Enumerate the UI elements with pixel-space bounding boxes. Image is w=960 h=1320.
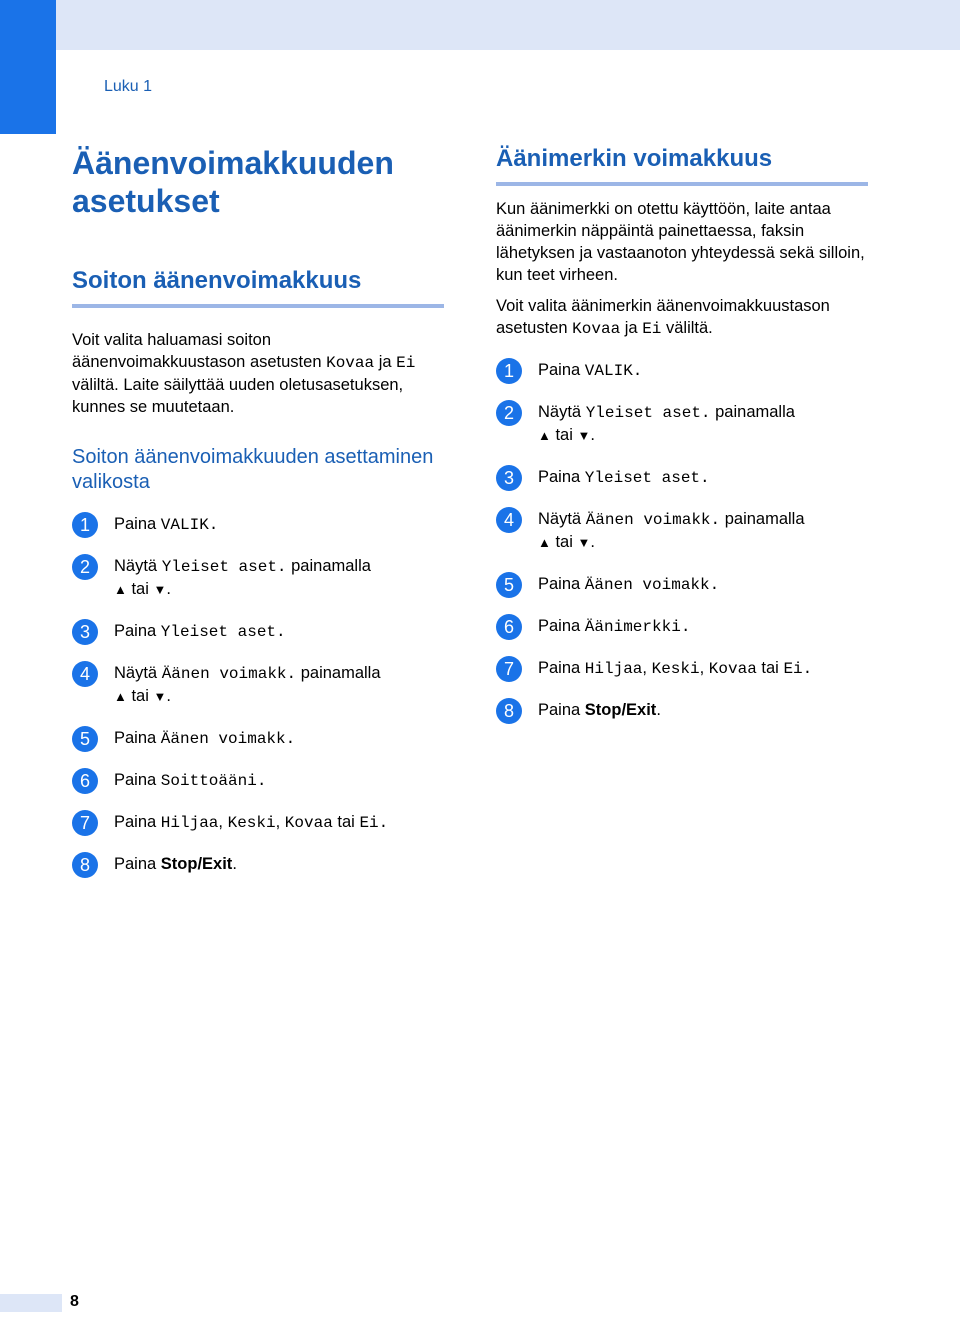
chapter-label: Luku 1 <box>104 78 153 95</box>
step-number-badge: 4 <box>72 661 98 687</box>
page-title: Äänenvoimakkuuden asetukset <box>72 145 394 219</box>
step-number-badge: 7 <box>72 810 98 836</box>
step: 6 Paina Soittoääni. <box>72 769 444 792</box>
down-arrow-icon: ▼ <box>577 428 591 443</box>
step-number-badge: 5 <box>72 726 98 752</box>
step: 1 Paina VALIK. <box>72 513 444 536</box>
down-arrow-icon: ▼ <box>153 689 167 704</box>
step-number-badge: 8 <box>72 852 98 878</box>
right-column <box>496 140 868 721</box>
step: 7 Paina Hiljaa, Keski, Kovaa tai Ei. <box>72 811 444 834</box>
step-number-badge: 2 <box>72 554 98 580</box>
step-number-badge: 6 <box>496 614 522 640</box>
chapter-tab <box>0 0 56 134</box>
step-number-badge: 2 <box>496 400 522 426</box>
step-number-badge: 8 <box>496 698 522 724</box>
down-arrow-icon: ▼ <box>577 535 591 550</box>
step: 3 Paina Yleiset aset. <box>496 466 868 489</box>
page-number: 8 <box>70 1293 79 1310</box>
up-arrow-icon: ▲ <box>114 582 127 597</box>
section-aanimerkki <box>496 144 868 186</box>
section-divider <box>496 182 868 186</box>
step-number-badge: 1 <box>72 512 98 538</box>
step: 8 Paina Stop/Exit. <box>496 699 868 721</box>
step-number-badge: 3 <box>72 619 98 645</box>
steps-list-right <box>496 359 868 721</box>
step: 8 Paina Stop/Exit. <box>72 853 444 875</box>
section-soiton <box>72 266 444 308</box>
intro-paragraph: Voit valita haluamasi soiton äänenvoimakkuustason asetusten Kovaa ja Ei väliltä. Laite säilyttää uuden oletusasetuksen, kunnes se muutetaan. <box>72 331 416 416</box>
footer-band <box>0 1294 62 1312</box>
step-number-badge: 7 <box>496 656 522 682</box>
section-title: Äänimerkin voimakkuus <box>496 145 773 172</box>
step: 6 Paina Äänimerkki. <box>496 615 868 638</box>
steps-list-left <box>72 513 444 875</box>
up-arrow-icon: ▲ <box>538 428 551 443</box>
step: 5 Paina Äänen voimakk. <box>496 573 868 596</box>
step: 1 Paina VALIK. <box>496 359 868 382</box>
step-number-badge: 1 <box>496 358 522 384</box>
description-paragraph: Kun äänimerkki on otettu käyttöön, laite antaa äänimerkin näppäintä painettaessa, faksin lähetyksen ja vastaanoton yhteydessä sekä silloin, kun teet virheen. <box>496 200 865 284</box>
step: 4 Näytä Äänen voimakk. painamalla ▲ tai ▼. <box>496 508 868 554</box>
down-arrow-icon: ▼ <box>153 582 167 597</box>
step: 2 Näytä Yleiset aset. painamalla ▲ tai ▼. <box>72 555 444 601</box>
up-arrow-icon: ▲ <box>114 689 127 704</box>
step: 4 Näytä Äänen voimakk. painamalla ▲ tai ▼. <box>72 662 444 708</box>
step: 5 Paina Äänen voimakk. <box>72 727 444 750</box>
header-band <box>56 0 960 50</box>
step: 7 Paina Hiljaa, Keski, Kovaa tai Ei. <box>496 657 868 680</box>
subheading: Soiton äänenvoimakkuuden asettaminen valikosta <box>72 446 434 493</box>
step: 2 Näytä Yleiset aset. painamalla ▲ tai ▼. <box>496 401 868 447</box>
section-divider <box>72 304 444 308</box>
section-title: Soiton äänenvoimakkuus <box>72 267 362 294</box>
step-number-badge: 5 <box>496 572 522 598</box>
step-number-badge: 4 <box>496 507 522 533</box>
up-arrow-icon: ▲ <box>538 535 551 550</box>
step-number-badge: 6 <box>72 768 98 794</box>
step: 3 Paina Yleiset aset. <box>72 620 444 643</box>
step-number-badge: 3 <box>496 465 522 491</box>
instruction-paragraph: Voit valita äänimerkin äänenvoimakkuustason asetusten Kovaa ja Ei väliltä. <box>496 297 830 338</box>
left-column <box>72 140 444 875</box>
